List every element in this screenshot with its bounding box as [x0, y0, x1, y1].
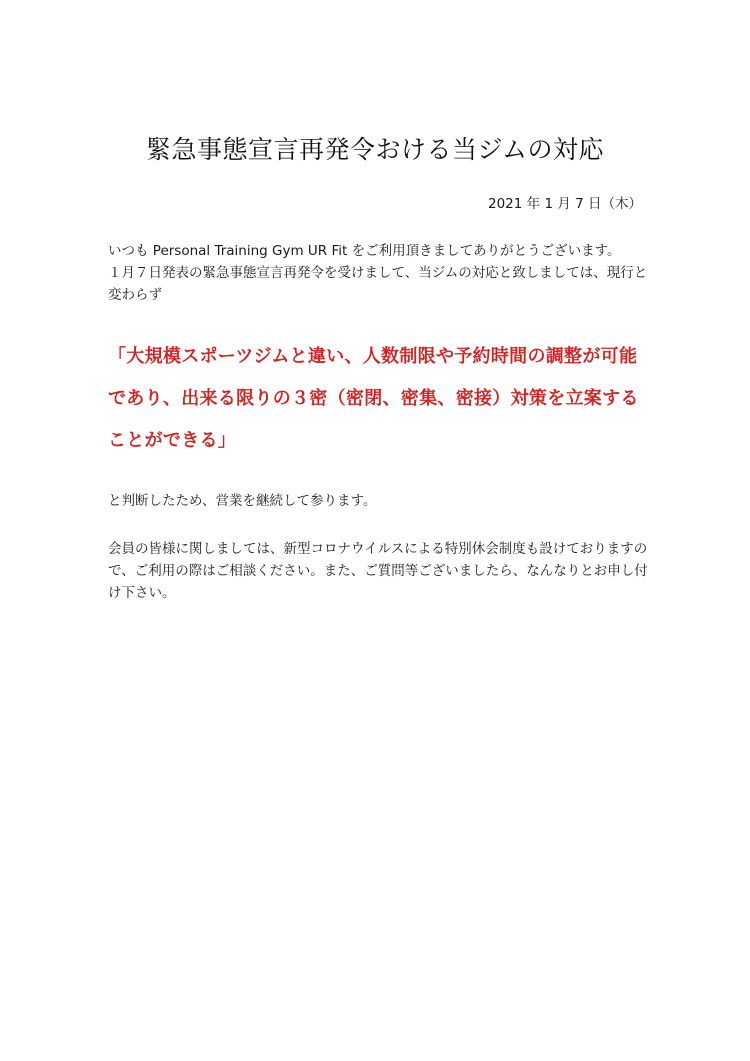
intro-paragraph [108, 240, 648, 306]
decision-paragraph: と判断したため、営業を継続して参ります。 [108, 493, 377, 509]
announcement-line: １月７日発表の緊急事態宣言再発令を受けまして、当ジムの対応と致しましては、現行と変わらず [108, 265, 648, 303]
document-date: 2021 年 1 月 7 日（木） [488, 196, 642, 212]
highlight-statement: 「大規模スポーツジムと違い、人数制限や予約時間の調整が可能であり、出来る限りの３密（密閉、密集、密接）対策を立案することができる」 [108, 346, 639, 451]
page-title: 緊急事態宣言再発令おける当ジムの対応 [145, 135, 604, 164]
greeting-line: いつも Personal Training Gym UR Fit をご利用頂きましてありがとうございます。 [108, 243, 621, 259]
members-notice-paragraph: 会員の皆様に関しましては、新型コロナウイルスによる特別休会制度も設けておりますので、ご利用の際はご相談ください。また、ご質問等ございましたら、なんなりとお申し付け下さい。 [108, 541, 648, 601]
